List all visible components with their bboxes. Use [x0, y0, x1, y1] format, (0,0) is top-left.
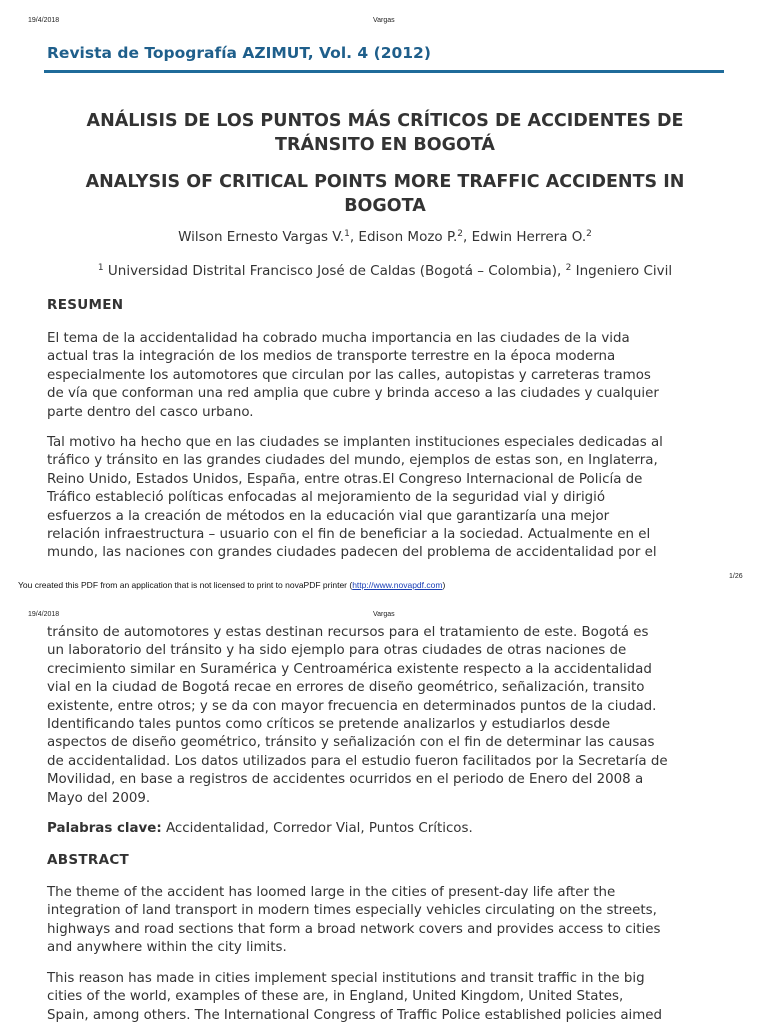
- authors: [40, 229, 730, 245]
- header-rule: [44, 70, 724, 73]
- abstract-paragraph: [47, 970, 727, 1025]
- text-line: aspectos de diseño geométrico, tránsito y señalización con el fin de determinar las causas: [47, 735, 655, 751]
- text-line: The theme of the accident has loomed large in the cities of present-day life after the: [47, 885, 616, 900]
- author-sup: 2: [457, 229, 464, 239]
- text-line: crecimiento similar en Suramérica y Centroamérica existente respecto a la accidentalidad: [47, 661, 652, 677]
- title-spanish-line: ANÁLISIS DE LOS PUNTOS MÁS CRÍTICOS DE ACCIDENTES DE: [86, 111, 684, 131]
- pdf-license-note: [18, 580, 445, 590]
- author-sup: 1: [344, 229, 350, 239]
- page-header-date: 19/4/2018: [28, 611, 60, 618]
- novapdf-link[interactable]: http://www.novapdf.com: [352, 580, 443, 590]
- author-name: , Edison Mozo P.: [349, 229, 458, 245]
- resumen-paragraph: [47, 624, 727, 808]
- author-name: , Edwin Herrera O.: [463, 229, 587, 245]
- text-line: mundo, las naciones con grandes ciudades padecen del problema de accidentalidad por el: [47, 545, 657, 561]
- pdf-note-text: You created this PDF from an application that is not licensed to print to novaPDF printer (: [18, 580, 353, 590]
- text-line: integration of land transport in modern times especially vehicles circulating on the streets,: [47, 903, 657, 919]
- text-line: Movilidad, en base a registros de accidentes ocurridos en el periodo de Enero del 2008 a: [47, 772, 644, 788]
- affil-sup: 1: [97, 263, 104, 273]
- text-line: relación infraestructura – usuario con el fin de beneficiar a la sociedad. Actualmente en el: [47, 527, 651, 543]
- text-line: Spain, among others. The International Congress of Traffic Police established policies aimed: [47, 1007, 663, 1023]
- abstract-paragraph: [47, 884, 727, 958]
- page-header-title: Vargas: [373, 17, 395, 24]
- author-sup: 2: [586, 229, 592, 239]
- text-line: El tema de la accidentalidad ha cobrado mucha importancia en las ciudades de la vida: [47, 331, 630, 346]
- text-line: Reino Unido, Estados Unidos, España, entre otras.El Congreso Internacional de Policía de: [47, 471, 643, 487]
- text-line: de vía que conforman una red amplia que cubre y brinda acceso a las ciudades y cualquier: [47, 386, 659, 402]
- text-line: un laboratorio del tránsito y ha sido ejemplo para otras ciudades de otras naciones de: [47, 643, 627, 659]
- text-line: Tal motivo ha hecho que en las ciudades se implanten instituciones especiales dedicadas al: [47, 435, 663, 450]
- affil-text: Universidad Distrital Francisco José de Caldas (Bogotá – Colombia),: [103, 263, 566, 279]
- text-line: de accidentalidad. Los datos utilizados para el estudio fueron facilitados por la Secretaría de: [47, 753, 668, 769]
- text-line: highways and road sections that form a broad network covers and provides access to cities: [47, 921, 661, 937]
- affiliation: [40, 263, 730, 279]
- page-header-date: 19/4/2018: [28, 17, 60, 24]
- text-line: tráfico y tránsito en las grandes ciudades del mundo, ejemplos de estas son, en Inglaterra,: [47, 453, 658, 469]
- affil-text: Ingeniero Civil: [571, 263, 673, 279]
- journal-title: Revista de Topografía AZIMUT, Vol. 4 (2012): [47, 44, 431, 62]
- title-spanish: [40, 109, 730, 157]
- text-line: and anywhere within the city limits.: [47, 940, 287, 956]
- author-name: Wilson Ernesto Vargas V.: [178, 229, 345, 245]
- page-number: 1/26: [729, 573, 743, 580]
- text-line: vial en la ciudad de Bogotá recae en errores de diseño geométrico, señalización, transito: [47, 680, 645, 696]
- resumen-paragraph: [47, 330, 727, 422]
- text-line: existente, entre otros; y se da con mayor frecuencia en determinados puntos de la ciudad.: [47, 698, 657, 714]
- text-line: actual tras la integración de los medios de transporte terrestre en la época moderna: [47, 349, 616, 365]
- title-spanish-line: TRÁNSITO EN BOGOTÁ: [275, 135, 495, 155]
- pdf-note-text-end: ): [442, 580, 446, 590]
- page-header-title: Vargas: [373, 611, 395, 618]
- resumen-paragraph: [47, 434, 727, 563]
- keywords-text: Accidentalidad, Corredor Vial, Puntos Críticos.: [161, 821, 473, 836]
- title-english-line: BOGOTA: [344, 196, 426, 216]
- resumen-heading: RESUMEN: [47, 297, 124, 313]
- affil-sup: 2: [565, 263, 572, 273]
- text-line: Mayo del 2009.: [47, 790, 151, 806]
- text-line: cities of the world, examples of these are, in England, United Kingdom, United States,: [47, 989, 624, 1005]
- text-line: parte dentro del casco urbano.: [47, 404, 254, 420]
- keywords-label: Palabras clave:: [47, 821, 162, 836]
- text-line: Tráfico estableció políticas enfocadas al mejoramiento de la seguridad vial y dirigió: [47, 490, 606, 506]
- keywords: [47, 820, 727, 838]
- text-line: Identificando tales puntos como críticos se pretende analizarlos y estudiarlos desde: [47, 717, 611, 733]
- text-line: This reason has made in cities implement special institutions and transit traffic in the big: [47, 971, 645, 986]
- text-line: tránsito de automotores y estas destinan recursos para el tratamiento de este. Bogotá es: [47, 625, 649, 640]
- text-line: esfuerzos a la creación de métodos en la educación vial que garantizaría una mejor: [47, 508, 610, 524]
- title-english-line: ANALYSIS OF CRITICAL POINTS MORE TRAFFIC ACCIDENTS IN: [85, 172, 685, 192]
- abstract-heading: ABSTRACT: [47, 852, 130, 868]
- text-line: especialmente los automotores que circulan por las calles, autopistas y carreteras tramos: [47, 367, 651, 383]
- title-english: [40, 170, 730, 218]
